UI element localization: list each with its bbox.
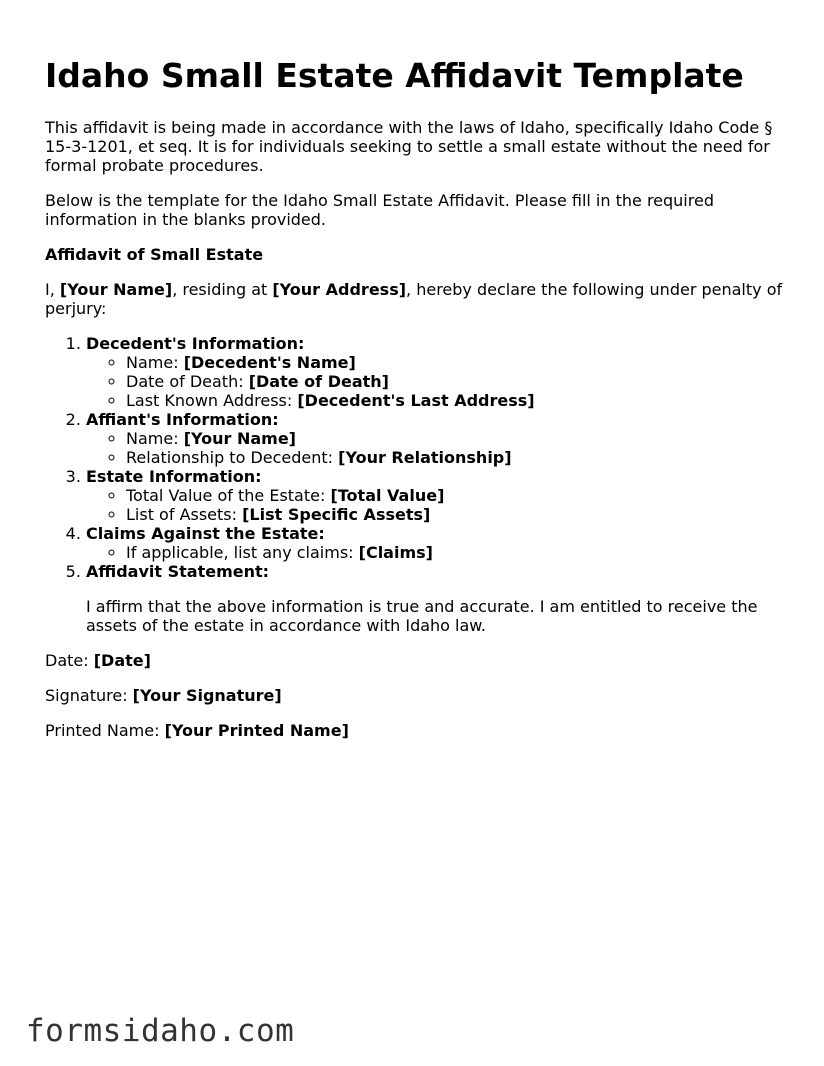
decedent-info-list	[86, 353, 785, 410]
decedent-name-blank: [Decedent's Name]	[183, 353, 356, 372]
signature-label: Signature:	[45, 686, 133, 705]
section-claims	[86, 524, 785, 562]
declaration-paragraph	[45, 280, 785, 318]
claims-blank: [Claims]	[358, 543, 433, 562]
signature-blank: [Your Signature]	[132, 686, 282, 705]
list-item	[126, 429, 785, 448]
section-title: Claims Against the Estate:	[86, 524, 325, 543]
field-label: Name:	[126, 353, 184, 372]
list-item	[126, 372, 785, 391]
affiant-info-list	[86, 429, 785, 467]
section-title: Affidavit Statement:	[86, 562, 270, 581]
printed-name-label: Printed Name:	[45, 721, 165, 740]
instructions-paragraph: Below is the template for the Idaho Small Estate Affidavit. Please fill in the required information in the blanks provided.	[45, 191, 714, 229]
affidavit-sections-list	[45, 334, 785, 635]
affidavit-heading: Affidavit of Small Estate	[45, 245, 264, 264]
printed-name-line	[45, 721, 785, 740]
field-label: Name:	[126, 429, 184, 448]
section-affiant-info	[86, 410, 785, 467]
assets-blank: [List Specific Assets]	[242, 505, 431, 524]
list-item	[126, 543, 785, 562]
estate-info-list	[86, 486, 785, 524]
claims-list	[86, 543, 785, 562]
signature-line	[45, 686, 785, 705]
affirmation-statement: I affirm that the above information is true and accurate. I am entitled to receive the assets of the estate in accordance with Idaho law.	[86, 597, 758, 635]
affiant-name-blank: [Your Name]	[59, 280, 173, 299]
section-decedent-info	[86, 334, 785, 410]
list-item	[126, 391, 785, 410]
field-label: Total Value of the Estate:	[126, 486, 331, 505]
date-label: Date:	[45, 651, 94, 670]
list-item	[126, 448, 785, 467]
declaration-text-1: I,	[45, 280, 60, 299]
total-value-blank: [Total Value]	[330, 486, 445, 505]
section-title: Estate Information:	[86, 467, 262, 486]
relationship-blank: [Your Relationship]	[338, 448, 512, 467]
list-item	[126, 505, 785, 524]
field-label: Date of Death:	[126, 372, 249, 391]
list-item	[126, 486, 785, 505]
list-item	[126, 353, 785, 372]
field-label: Last Known Address:	[126, 391, 298, 410]
decedent-address-blank: [Decedent's Last Address]	[297, 391, 535, 410]
section-estate-info	[86, 467, 785, 524]
date-line	[45, 651, 785, 670]
section-title: Decedent's Information:	[86, 334, 305, 353]
field-label: List of Assets:	[126, 505, 243, 524]
date-of-death-blank: [Date of Death]	[248, 372, 389, 391]
intro-paragraph: This affidavit is being made in accordance with the laws of Idaho, specifically Idaho Code § 15-3-1201, et seq. It is for individuals seeking to settle a small estate without the need for formal probate procedures.	[45, 118, 773, 175]
your-name-blank: [Your Name]	[183, 429, 296, 448]
field-label: Relationship to Decedent:	[126, 448, 339, 467]
affiant-address-blank: [Your Address]	[272, 280, 407, 299]
field-label: If applicable, list any claims:	[126, 543, 359, 562]
section-title: Affiant's Information:	[86, 410, 279, 429]
declaration-text-2: , residing at	[172, 280, 273, 299]
printed-name-blank: [Your Printed Name]	[164, 721, 349, 740]
document-page	[45, 56, 785, 756]
site-watermark: formsidaho.com	[26, 1013, 295, 1049]
date-blank: [Date]	[93, 651, 151, 670]
declaration-text-3: , hereby declare the following under penalty of perjury:	[45, 280, 783, 318]
section-affidavit-statement	[86, 562, 785, 635]
page-title: Idaho Small Estate Affidavit Template	[45, 56, 744, 95]
